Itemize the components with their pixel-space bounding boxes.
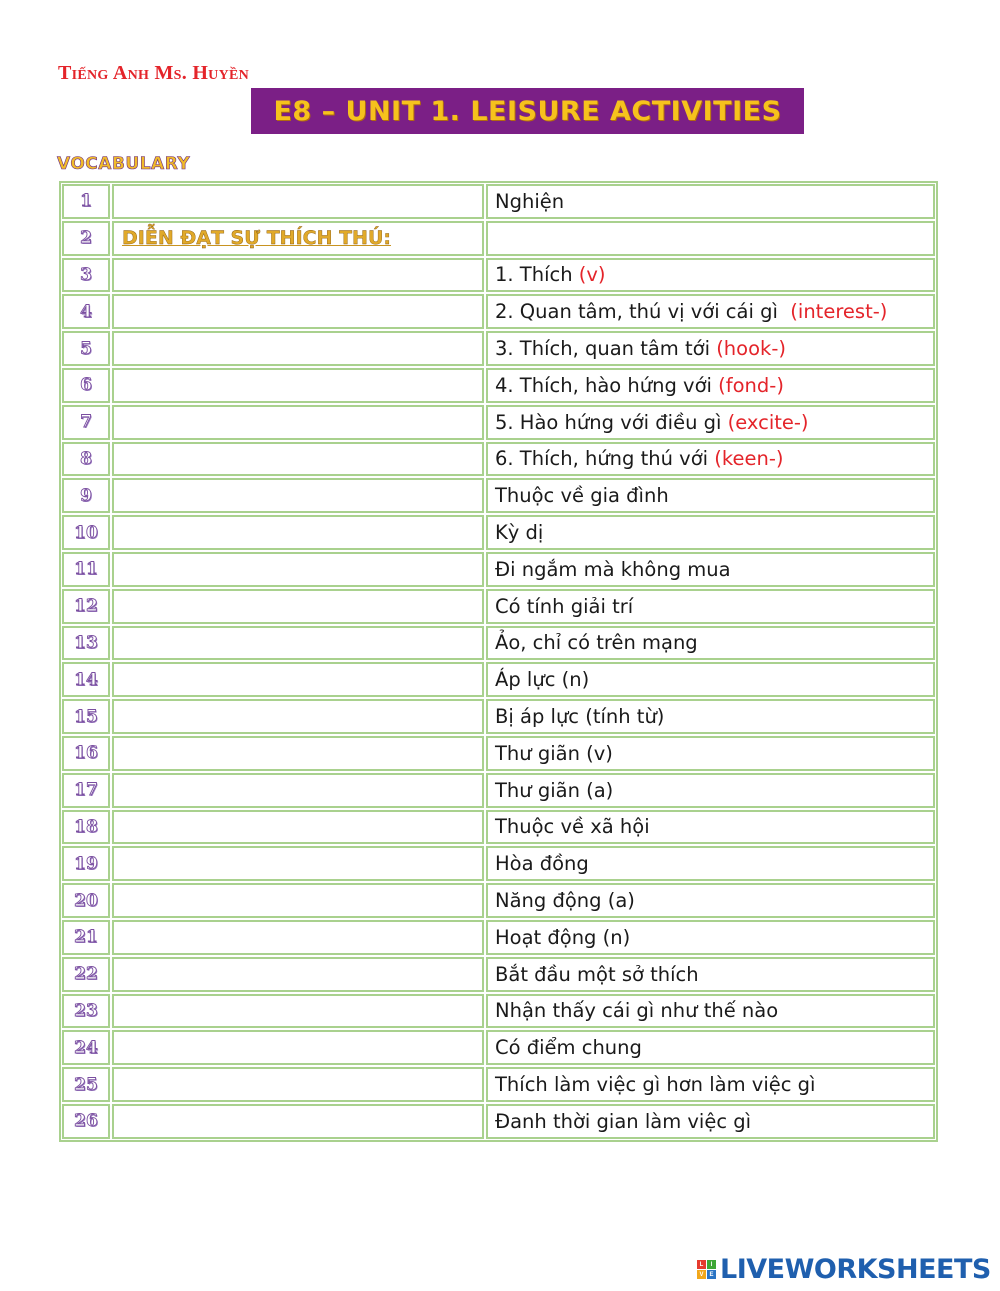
table-row [61,220,936,257]
row-number: 8 [62,442,110,477]
vietnamese-meaning [486,957,935,992]
row-number: 14 [62,662,110,697]
answer-field[interactable] [112,773,484,808]
table-row [61,882,936,919]
meaning-text: Ảo, chỉ có trên mạng [495,631,698,655]
answer-field[interactable] [112,405,484,440]
answer-field[interactable] [112,662,484,697]
row-number: 17 [62,773,110,808]
meaning-text: Đanh thời gian làm việc gì [495,1109,752,1133]
vietnamese-meaning [486,736,935,771]
vietnamese-meaning [486,699,935,734]
word-hint: (fond-) [718,373,784,397]
vietnamese-meaning [486,331,935,366]
vietnamese-meaning [486,662,935,697]
logo-letter: I [707,1260,716,1269]
answer-field[interactable] [112,515,484,550]
vietnamese-meaning [486,1104,935,1139]
answer-field[interactable] [112,883,484,918]
meaning-text: Có tính giải trí [495,594,634,618]
meaning-text: 6. Thích, hứng thú với [495,447,715,471]
vietnamese-meaning [486,846,935,881]
table-row [61,1103,936,1140]
meaning-text: Bị áp lực (tính từ) [495,705,665,729]
meaning-text: 2. Quan tâm, thú vị với cái gì [495,300,791,324]
row-number: 13 [62,626,110,661]
row-number: 5 [62,331,110,366]
vietnamese-meaning [486,294,935,329]
vietnamese-meaning [486,810,935,845]
answer-field[interactable] [112,478,484,513]
word-hint: (v) [578,263,606,287]
table-row [61,588,936,625]
table-row [61,1066,936,1103]
answer-field[interactable] [112,331,484,366]
vietnamese-meaning [486,478,935,513]
meaning-text: Đi ngắm mà không mua [495,557,731,581]
meaning-text: Áp lực (n) [495,668,590,692]
table-row [61,514,936,551]
word-hint: (keen-) [714,447,784,471]
row-number: 20 [62,883,110,918]
vietnamese-meaning [486,589,935,624]
vietnamese-meaning [486,515,935,550]
table-row [61,661,936,698]
vietnamese-meaning [486,1067,935,1102]
row-number: 19 [62,846,110,881]
table-row [61,404,936,441]
table-row [61,477,936,514]
answer-field[interactable] [112,957,484,992]
meaning-text: 1. Thích [495,263,579,287]
logo-letter: V [697,1270,706,1279]
row-number: 24 [62,1030,110,1065]
vietnamese-meaning [486,994,935,1029]
answer-field [112,221,484,256]
meaning-text: Kỳ dị [495,521,544,545]
vietnamese-meaning [486,221,935,256]
word-hint: (interest-) [790,300,888,324]
answer-field[interactable] [112,846,484,881]
row-number: 3 [62,258,110,293]
answer-field[interactable] [112,589,484,624]
logo-letter: E [707,1270,716,1279]
row-number: 10 [62,515,110,550]
worksheet-title: E8 – UNIT 1. LEISURE ACTIVITIES [273,95,782,127]
meaning-text: Hoạt động (n) [495,925,631,949]
vietnamese-meaning [486,405,935,440]
row-number: 16 [62,736,110,771]
table-row [61,735,936,772]
vietnamese-meaning [486,368,935,403]
answer-field[interactable] [112,1104,484,1139]
category-label: DIỄN ĐẠT SỰ THÍCH THÚ: [122,227,391,250]
answer-field[interactable] [112,184,484,219]
meaning-text: 3. Thích, quan tâm tới [495,337,717,361]
meaning-text: Thư giãn (a) [495,778,614,802]
answer-field[interactable] [112,368,484,403]
answer-field[interactable] [112,552,484,587]
vietnamese-meaning [486,883,935,918]
table-row [61,330,936,367]
meaning-text: Hòa đồng [495,852,589,876]
table-row [61,919,936,956]
answer-field[interactable] [112,736,484,771]
table-row [61,367,936,404]
table-row [61,845,936,882]
answer-field[interactable] [112,258,484,293]
answer-field[interactable] [112,920,484,955]
meaning-text: Thư giãn (v) [495,741,613,765]
row-number: 12 [62,589,110,624]
table-row [61,551,936,588]
meaning-text: 4. Thích, hào hứng với [495,373,719,397]
meaning-text: Có điểm chung [495,1036,642,1060]
row-number: 7 [62,405,110,440]
answer-field[interactable] [112,699,484,734]
meaning-text: 5. Hào hứng với điều gì [495,410,728,434]
row-number: 15 [62,699,110,734]
table-row [61,1029,936,1066]
row-number: 6 [62,368,110,403]
row-number: 1 [62,184,110,219]
liveworksheets-icon [697,1260,716,1279]
table-row [61,625,936,662]
row-number: 11 [62,552,110,587]
table-row [61,772,936,809]
word-hint: (excite-) [727,410,809,434]
vietnamese-meaning [486,773,935,808]
table-row [61,441,936,478]
meaning-text: Thuộc về xã hội [495,815,650,839]
table-row [61,698,936,735]
word-hint: (hook-) [716,337,786,361]
answer-field[interactable] [112,994,484,1029]
row-number: 21 [62,920,110,955]
answer-field[interactable] [112,442,484,477]
meaning-text: Năng động (a) [495,889,635,913]
table-row [61,257,936,294]
vietnamese-meaning [486,552,935,587]
meaning-text: Thuộc về gia đình [495,484,669,508]
section-heading: VOCABULARY [57,154,191,174]
table-row [61,956,936,993]
table-row [61,993,936,1030]
answer-field[interactable] [112,626,484,661]
table-row [61,183,936,220]
title-banner [251,88,804,134]
answer-field[interactable] [112,294,484,329]
meaning-text: Nhận thấy cái gì như thế nào [495,999,779,1023]
row-number: 9 [62,478,110,513]
meaning-text: Thích làm việc gì hơn làm việc gì [495,1073,816,1097]
liveworksheets-logo [697,1254,991,1285]
vietnamese-meaning [486,258,935,293]
answer-field[interactable] [112,810,484,845]
row-number: 26 [62,1104,110,1139]
meaning-text: Bắt đầu một sở thích [495,962,699,986]
logo-text: LIVEWORKSHEETS [720,1254,991,1285]
vietnamese-meaning [486,626,935,661]
vietnamese-meaning [486,184,935,219]
vietnamese-meaning [486,1030,935,1065]
row-number: 4 [62,294,110,329]
row-number: 22 [62,957,110,992]
row-number: 2 [62,221,110,256]
table-row [61,293,936,330]
brand-name: Tiếng Anh Ms. Huyền [58,62,250,84]
answer-field[interactable] [112,1067,484,1102]
row-number: 23 [62,994,110,1029]
vocabulary-table [59,181,938,1142]
logo-letter: L [697,1260,706,1269]
table-row [61,809,936,846]
row-number: 18 [62,810,110,845]
meaning-text: Nghiện [495,189,565,213]
vietnamese-meaning [486,920,935,955]
row-number: 25 [62,1067,110,1102]
answer-field[interactable] [112,1030,484,1065]
vietnamese-meaning [486,442,935,477]
